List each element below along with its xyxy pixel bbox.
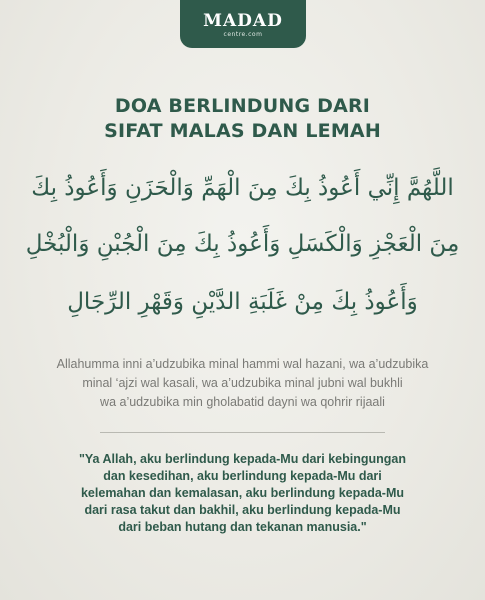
brand-logo [180, 0, 306, 48]
meaning-line-1: "Ya Allah, aku berlindung kepada-Mu dari kebingungan [78, 452, 407, 466]
arabic-line-3: وَأَعُوذُ بِكَ مِنْ غَلَبَةِ الدَّيْنِ وَقَهْرِ الرِّجَالِ [67, 289, 418, 315]
arabic-line-2: مِنَ الْعَجْزِ وَالْكَسَلِ وَأَعُوذُ بِكَ مِنَ الْجُبْنِ وَالْبُخْلِ [25, 231, 460, 257]
meaning-line-4: dari rasa takut dan bakhil, aku berlindung kepada-Mu [84, 503, 401, 517]
title-line-2: SIFAT MALAS DAN LEMAH [104, 120, 381, 142]
meaning-line-2: dan kesedihan, aku berlindung kepada-Mu dari [103, 469, 382, 483]
transliteration-line-1: Allahumma inni a’udzubika minal hammi wal hazani, wa a’udzubika [56, 357, 429, 371]
brand-name: MADAD [203, 11, 283, 31]
section-divider [100, 432, 385, 433]
arabic-line-1: اللَّهُمَّ إِنِّي أَعُوذُ بِكَ مِنَ الْهَمِّ وَالْحَزَنِ وَأَعُوذُ بِكَ [31, 175, 454, 201]
brand-sub: centre.com [223, 31, 263, 38]
meaning-line-3: kelemahan dan kemalasan, aku berlindung kepada-Mu [80, 486, 405, 500]
transliteration-line-2: minal ‘ajzi wal kasali, wa a’udzubika minal jubni wal bukhli [82, 376, 403, 390]
transliteration-line-3: wa a’udzubika min gholabatid dayni wa qohrir rijaali [100, 395, 385, 409]
meaning-line-5: dari beban hutang dan tekanan manusia." [118, 520, 367, 534]
title-line-1: DOA BERLINDUNG DARI [114, 95, 371, 117]
